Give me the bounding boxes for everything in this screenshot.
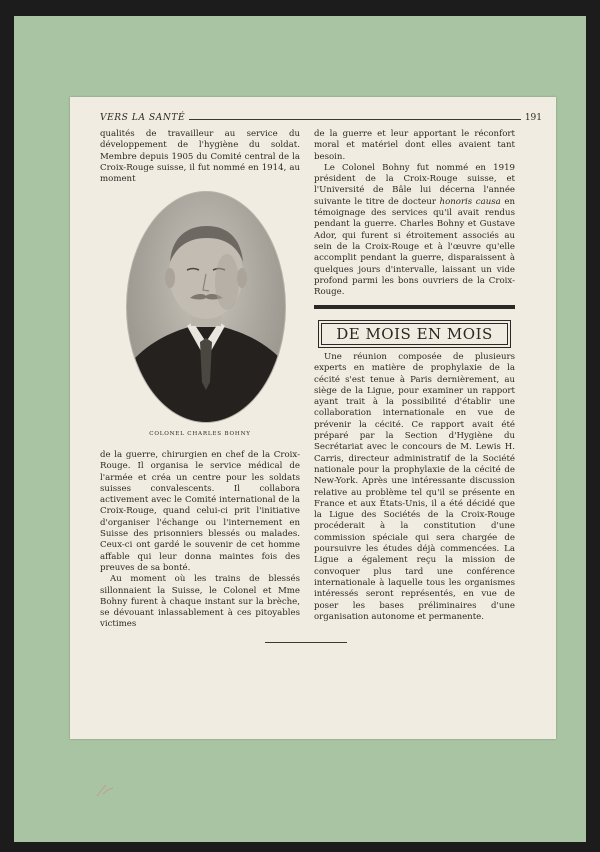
portrait-oval-frame bbox=[126, 191, 286, 423]
photo-caption: COLONEL CHARLES BOHNY bbox=[149, 431, 251, 437]
end-rule bbox=[265, 642, 347, 643]
right-paragraph-2 bbox=[314, 163, 515, 299]
section-heading-box bbox=[318, 320, 511, 348]
left-paragraph-2: de la guerre, chirurgien en chef de la Croix-Rouge. Il organisa le service médical de l'armée et créa un centre pour les soldats suisses convalescents. Il collabora activement avec le Comité international de la Croix-Rouge, quand celui-ci prit l'initiative d'organiser l'échange ou l'internement en Suisse des prisonniers blessés ou malades. Ceux-ci ont gardé le souvenir de cet homme affable qui leur donna maintes fois des preuves de sa bonté. bbox=[100, 450, 300, 573]
honoris-causa-italic: honoris causa bbox=[439, 196, 501, 207]
right-paragraph-1: de la guerre et leur apportant le réconfort moral et matériel dont elles avaient tant besoin. bbox=[314, 129, 515, 162]
left-paragraph-1: qualités de travailleur au service du développement de l'hygiène du soldat. Membre depuis 1905 du Comité central de la Croix-Rouge suisse, il fut nommé en 1914, au moment bbox=[100, 129, 300, 185]
right-paragraph-2-end: en témoignage des services qu'il avait rendus pendant la guerre. Charles Bohny et Gustave Ador, qui furent si étroitement associés au sein de la Croix-Rouge et à l'œuvre qu'elle accomplit pendant la guerre, disparaissent à quelques jours d'intervalle, laissant un vide profond parmi les bons ouvriers de la Croix-Rouge. bbox=[314, 196, 515, 298]
running-header bbox=[100, 109, 542, 123]
right-paragraph-2-start: Le Colonel Bohny fut nommé en 1919 président de la Croix-Rouge suisse, et l'Université de Bâle lui décerna l'année suivante le titre de docteur bbox=[314, 162, 515, 207]
portrait-illustration bbox=[127, 192, 285, 422]
section-title: DE MOIS EN MOIS bbox=[336, 325, 493, 343]
pencil-mark bbox=[94, 782, 118, 800]
right-column-bottom bbox=[314, 352, 515, 623]
right-column-top bbox=[314, 129, 515, 298]
page-number: 191 bbox=[524, 113, 542, 123]
left-column-bottom bbox=[100, 450, 300, 631]
magazine-page bbox=[70, 97, 556, 739]
section-divider bbox=[314, 305, 515, 309]
header-rule bbox=[189, 119, 521, 120]
section-paragraph-1: Une réunion composée de plusieurs experts en matière de prophylaxie de la cécité s'est tenue à Paris dernièrement, au siège de la Ligue, pour examiner un rapport ayant trait à la possibilité d'établir une collaboration internationale en vue de prévenir la cécité. Ce rapport avait été préparé par la Section d'Hygiène du Secrétariat avec le concours de M. Lewis H. Carris, directeur administratif de la Société nationale pour la prophylaxie de la cécité de New-York. Après une intéressante discussion relative au problème tel qu'il se présente en France et aux États-Unis, il a été décidé que la Ligue des Sociétés de la Croix-Rouge procéderait à la constitution d'une commission spéciale qui sera chargée de poursuivre les études déjà commencées. La Ligue a également reçu la mission de convoquer plus tard une conférence internationale à laquelle tous les organismes intéressés seront représentés, en vue de poser les bases préliminaires d'une organisation autonome et permanente. bbox=[314, 352, 515, 622]
left-column-top bbox=[100, 129, 300, 185]
journal-title: VERS LA SANTÉ bbox=[100, 113, 186, 123]
left-paragraph-3: Au moment où les trains de blessés sillonnaient la Suisse, le Colonel et Mme Bohny furent à chaque instant sur la brèche, se dévouant inlassablement à ces pitoyables victimes bbox=[100, 574, 300, 630]
portrait-photo bbox=[126, 191, 284, 421]
